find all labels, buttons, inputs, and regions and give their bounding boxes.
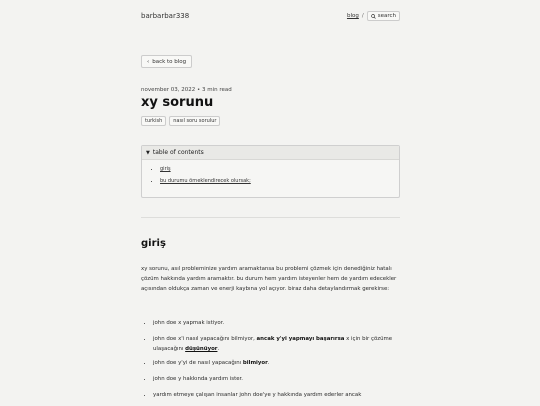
toc-link-ornek[interactable]: bu durumu örneklendirecek olursak; — [160, 178, 251, 184]
blog-link[interactable]: blog — [346, 13, 359, 19]
toc-list — [142, 166, 399, 184]
read-time: 3 min read — [201, 87, 232, 93]
toc-heading: table of contents — [152, 149, 204, 156]
bullet-list — [141, 318, 412, 406]
toc-toggle[interactable] — [142, 146, 399, 160]
section-heading: giriş — [141, 238, 166, 249]
divider — [141, 217, 400, 218]
toc-link-giris[interactable]: giriş — [160, 166, 171, 172]
back-to-blog-button[interactable] — [141, 55, 192, 68]
post-date: november 03, 2022 — [141, 87, 196, 93]
nav-separator: / — [361, 13, 364, 19]
search-icon — [371, 14, 376, 19]
post-title: xy sorunu — [141, 95, 214, 110]
list-item: • john doe x yapmak istiyor. — [153, 318, 412, 328]
intro-paragraph: xy sorunu, asıl probleminize yardım aramaktansa bu problemi çözmek için denediğiniz hatalı çözüm hakkında yardım aramaktır. bu durum hem yardım isteyenler hem de yardım edecekler açısından oldukça zaman ve enerji kaybına yol açıyor. biraz daha detaylandırmak gerekirse: — [141, 266, 397, 293]
meta-dot: • — [196, 87, 201, 93]
list-item: • yardım etmeye çalışan insanlar john doe'ye y hakkında yardım ederler ancak — [153, 390, 412, 400]
header-nav — [347, 11, 400, 21]
site-header — [141, 10, 400, 22]
list-item: • john doe y'yi de nasıl yapacağını bilmiyor. — [153, 358, 412, 368]
site-title[interactable]: barbarbar338 — [141, 12, 190, 20]
caret-down-icon: ▼ — [146, 149, 150, 156]
search-label: search — [377, 13, 396, 19]
list-item: • john doe y hakkında yardım ister. — [153, 374, 412, 384]
tag-turkish[interactable]: turkish — [141, 116, 166, 126]
table-of-contents — [141, 145, 400, 198]
tag-list — [141, 116, 220, 126]
post-meta — [141, 87, 232, 93]
search-button[interactable] — [367, 11, 400, 21]
list-item: • john doe x'i nasıl yapacağını bilmiyor, ancak y'yi yapmayı başarırsa x için bir çözüme ulaşacağını düşünüyor. — [153, 334, 412, 354]
tag-how-to-ask[interactable]: nasıl soru sorulur — [169, 116, 220, 126]
toc-item — [160, 166, 399, 172]
chevron-left-icon: ‹ — [147, 58, 150, 65]
toc-item — [160, 178, 399, 184]
back-label: back to blog — [152, 58, 187, 65]
